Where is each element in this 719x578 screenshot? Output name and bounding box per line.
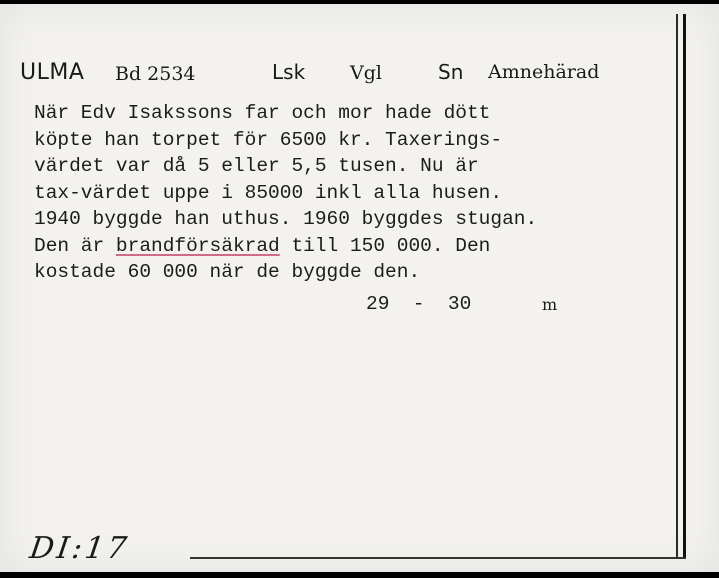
right-border-rule-thick	[683, 14, 686, 559]
bottom-border-rule	[190, 557, 686, 559]
text-line: När Edv Isakssons far och mor hade dött	[34, 102, 491, 124]
handwritten-signum: DI:17	[27, 531, 132, 566]
text-line: köpte han torpet för 6500 kr. Taxerings-	[34, 128, 503, 151]
underlined-word: brandförsäkrad	[115, 234, 280, 257]
record-text	[34, 100, 654, 286]
volume-reference: Bd 2534	[115, 63, 196, 85]
parish-name: Amnehärad	[488, 61, 600, 83]
text-fragment: Den är	[34, 234, 116, 257]
text-line	[34, 233, 654, 260]
text-line: tax-värdet uppe i 85000 inkl alla husen.	[34, 181, 503, 204]
parish-label: Sn	[438, 60, 464, 84]
right-border-rule	[676, 14, 678, 559]
archive-card	[0, 4, 719, 572]
lsk-label: Lsk	[272, 60, 306, 84]
text-fragment: till 150 000. Den	[279, 234, 491, 257]
text-line: kostade 60 000 när de byggde den.	[34, 261, 421, 283]
card-header	[20, 60, 659, 90]
page-range: 29 - 30	[366, 293, 472, 315]
text-line: 1940 byggde han uthus. 1960 byggdes stugan.	[34, 208, 538, 230]
text-line: värdet var då 5 eller 5,5 tusen. Nu är	[34, 155, 479, 177]
archive-code: ULMA	[20, 60, 85, 85]
marker-letter: m	[542, 295, 558, 314]
province-code: Vgl	[350, 62, 382, 84]
